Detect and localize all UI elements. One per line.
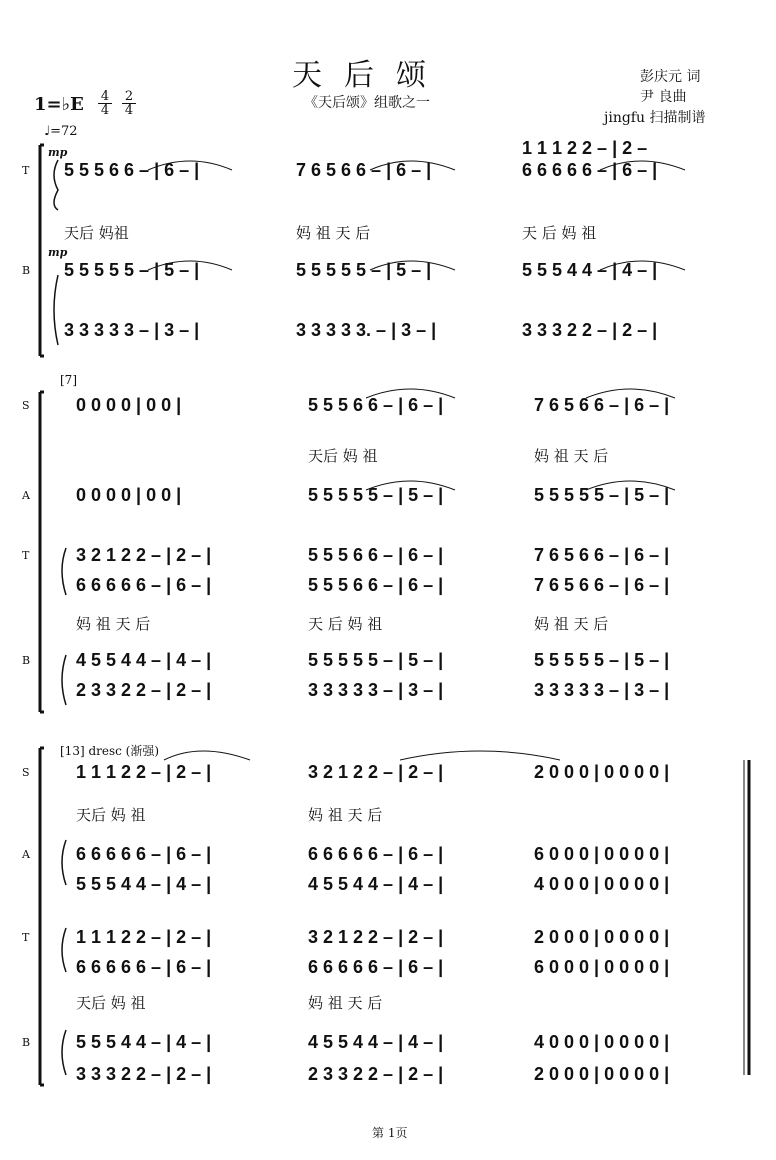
- note-group: 1 1 1 2 2 – | 2 – |: [76, 927, 212, 947]
- note-group: 2 0 0 0 | 0 0 0 0 |: [534, 762, 670, 782]
- note-group: 6 6 6 6 6 – | 6 – |: [522, 160, 658, 180]
- note-group: 6 6 6 6 6 – | 6 – |: [76, 575, 212, 595]
- measure-number: [7]: [60, 373, 77, 387]
- part-label: B: [22, 1036, 31, 1049]
- note-group: 6 6 6 6 6 – | 6 – |: [308, 844, 444, 864]
- tenor3-brace: [62, 928, 66, 972]
- note-group: 6 0 0 0 | 0 0 0 0 |: [534, 844, 670, 864]
- time-signature-a: 4 4: [98, 90, 112, 117]
- note-group: 6 6 6 6 6 – | 6 – |: [308, 957, 444, 977]
- system-2-bracket: [40, 392, 44, 712]
- note-group: 5 5 5 5 5 – | 5 – |: [308, 650, 444, 670]
- part-label: S: [22, 766, 30, 779]
- note-group: 7 6 5 6 6 – | 6 – |: [534, 545, 670, 565]
- note-group: 2 3 3 2 2 – | 2 – |: [308, 1064, 444, 1084]
- note-group: 5 5 5 4 4 – | 4 – |: [76, 874, 212, 894]
- note-group: 2 0 0 0 | 0 0 0 0 |: [534, 927, 670, 947]
- note-group: 7 6 5 6 6 – | 6 – |: [296, 160, 432, 180]
- note-group: 5 5 5 5 5 – | 5 – |: [64, 260, 200, 280]
- page-number: 第 1页: [372, 1126, 408, 1140]
- note-group: 0 0 0 0 | 0 0 |: [76, 485, 182, 505]
- note-group: 6 6 6 6 6 – | 6 – |: [76, 844, 212, 864]
- part-label: T: [22, 164, 30, 177]
- note-group: 3 3 3 3 3 – | 3 – |: [64, 320, 200, 340]
- system-1-bracket: [40, 145, 44, 356]
- note-group: 7 6 5 6 6 – | 6 – |: [534, 395, 670, 415]
- part-label: S: [22, 399, 30, 412]
- lyric-text: 天 后 妈 祖: [522, 224, 597, 242]
- system-3-bracket: [40, 748, 44, 1085]
- note-group: 4 0 0 0 | 0 0 0 0 |: [534, 1032, 670, 1052]
- measure-number: [13] dresc (渐强): [60, 744, 160, 758]
- note-group: 5 5 5 6 6 – | 6 – |: [308, 395, 444, 415]
- part-label: B: [22, 264, 31, 277]
- note-group: 3 3 3 3 3 – | 3 – |: [308, 680, 444, 700]
- bass-brace: [54, 275, 58, 345]
- tenor2-brace: [62, 548, 66, 595]
- transcriber: jingfu 扫描制谱: [604, 110, 706, 126]
- note-group: 3 2 1 2 2 – | 2 – |: [308, 762, 444, 782]
- note-group: 4 0 0 0 | 0 0 0 0 |: [534, 874, 670, 894]
- lyric-text: 天 后 妈 祖: [308, 615, 383, 633]
- composer: 尹 良曲: [640, 89, 687, 105]
- tempo-marking: ♩=72: [44, 124, 78, 139]
- note-group: 2 3 3 2 2 – | 2 – |: [76, 680, 212, 700]
- page-title: 天后颂: [292, 58, 448, 93]
- part-label: T: [22, 549, 30, 562]
- lyric-text: 妈 祖 天 后: [534, 447, 609, 465]
- note-group: 6 6 6 6 6 – | 6 – |: [76, 957, 212, 977]
- part-label: T: [22, 931, 30, 944]
- dynamic-marking: mp: [48, 246, 68, 259]
- lyric-text: 天后 妈 祖: [76, 994, 146, 1012]
- lyric-text: 妈 祖 天 后: [534, 615, 609, 633]
- note-group: 3 3 3 2 2 – | 2 – |: [76, 1064, 212, 1084]
- lyric-text: 妈 祖 天 后: [296, 224, 371, 242]
- part-label: B: [22, 654, 31, 667]
- note-group: 5 5 5 6 6 – | 6 – |: [308, 575, 444, 595]
- lyricist: 彭庆元 词: [640, 69, 701, 85]
- note-group: 3 3 3 3 3. – | 3 – |: [296, 320, 437, 340]
- bass2-brace: [62, 655, 66, 705]
- note-group: 5 5 5 6 6 – | 6 – |: [64, 160, 200, 180]
- note-group: 4 5 5 4 4 – | 4 – |: [308, 1032, 444, 1052]
- lyric-text: 妈 祖 天 后: [308, 806, 383, 824]
- note-group: 3 2 1 2 2 – | 2 – |: [308, 927, 444, 947]
- note-group: 3 2 1 2 2 – | 2 – |: [76, 545, 212, 565]
- dynamic-marking: mp: [48, 146, 68, 159]
- note-group: 6 0 0 0 | 0 0 0 0 |: [534, 957, 670, 977]
- note-group: 5 5 5 5 5 – | 5 – |: [308, 485, 444, 505]
- lyric-text: 天后 妈 祖: [76, 806, 146, 824]
- tenor-brace: [54, 160, 58, 210]
- note-group: 2 0 0 0 | 0 0 0 0 |: [534, 1064, 670, 1084]
- note-group: 1 1 1 2 2 – | 2 – |: [76, 762, 212, 782]
- lyric-text: 天后 妈祖: [64, 224, 129, 242]
- part-label: A: [22, 848, 30, 861]
- note-group: 5 5 5 5 5 – | 5 – |: [534, 485, 670, 505]
- lyric-text: 妈 祖 天 后: [308, 994, 383, 1012]
- lyric-text: 天后 妈 祖: [308, 447, 378, 465]
- note-group: 4 5 5 4 4 – | 4 – |: [308, 874, 444, 894]
- bass3-brace: [62, 1030, 66, 1075]
- alto3-brace: [62, 840, 66, 885]
- note-group: 3 3 3 3 3 – | 3 – |: [534, 680, 670, 700]
- part-label: A: [22, 489, 30, 502]
- lyric-text: 妈 祖 天 后: [76, 615, 151, 633]
- note-group: 5 5 5 5 5 – | 5 – |: [534, 650, 670, 670]
- quarter-note-icon: ♩: [44, 124, 51, 139]
- note-group: 5 5 5 6 6 – | 6 – |: [308, 545, 444, 565]
- key-signature: 1=♭E: [34, 94, 84, 115]
- note-group: 3 3 3 2 2 – | 2 – |: [522, 320, 658, 340]
- note-group: 5 5 5 4 4 – | 4 – |: [522, 260, 658, 280]
- note-group-upper: 1 1 1 2 2 – | 2 –: [522, 138, 648, 158]
- note-group: 0 0 0 0 | 0 0 |: [76, 395, 182, 415]
- note-group: 7 6 5 6 6 – | 6 – |: [534, 575, 670, 595]
- note-group: 4 5 5 4 4 – | 4 – |: [76, 650, 212, 670]
- note-group: 5 5 5 5 5 – | 5 – |: [296, 260, 432, 280]
- time-signature-b: 2 4: [122, 90, 136, 117]
- note-group: 5 5 5 4 4 – | 4 – |: [76, 1032, 212, 1052]
- subtitle: 《天后颂》组歌之一: [304, 95, 430, 111]
